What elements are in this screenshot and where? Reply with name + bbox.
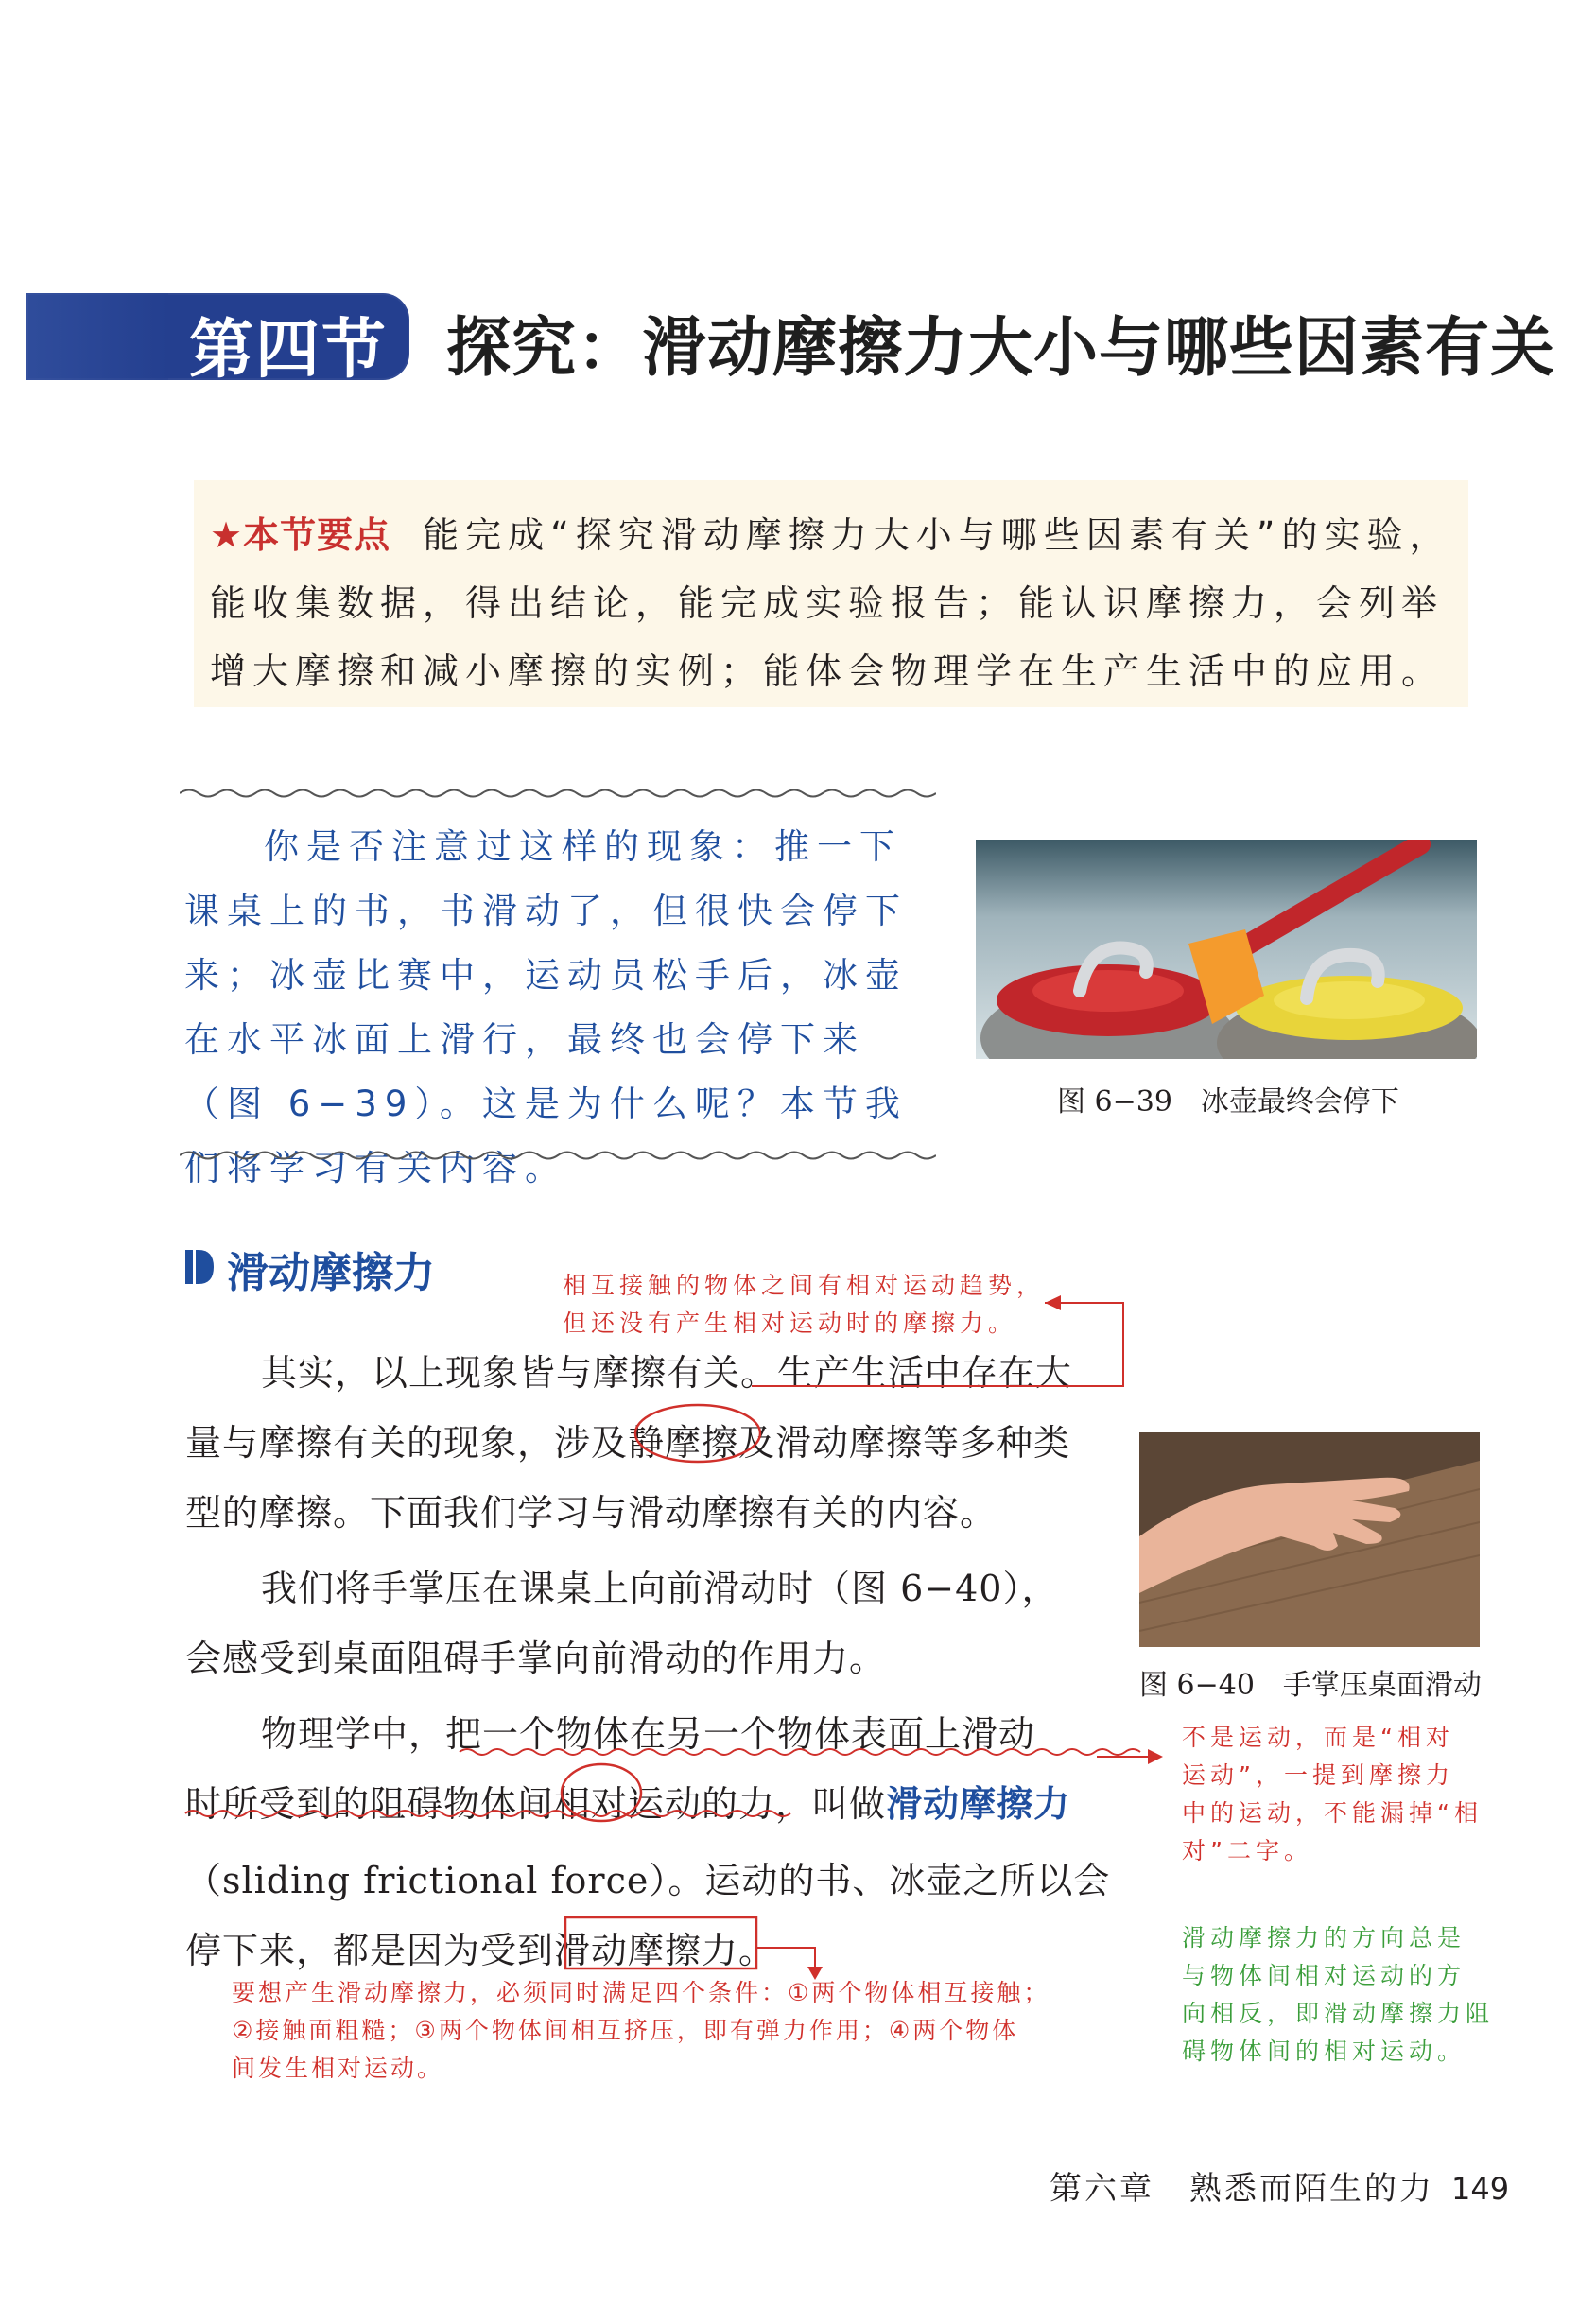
body-span: 及滑动摩擦等多种类 xyxy=(738,1422,1071,1464)
figure-caption-6-39: 图 6−39 冰壶最终会停下 xyxy=(1057,1085,1399,1119)
annotation-line: 对”二字。 xyxy=(1182,1837,1312,1864)
body-line: 我们将手掌压在课桌上向前滑动时（图 6−40）， xyxy=(261,1568,1059,1609)
key-points-body: 能完成“探究滑动摩擦力大小与哪些因素有关”的实验，能收集数据，得出结论，能完成实验报告；能认识摩擦力，会列举增大摩擦和减小摩擦的实例；能体会物理学在生产生活中的应用。 xyxy=(210,514,1452,692)
subsection-heading: 滑动摩擦力 xyxy=(227,1249,435,1297)
underlined-definition: 运动的力 xyxy=(628,1783,776,1825)
annotation-line: 要想产生滑动摩擦力，必须同时满足四个条件：①两个物体相互接触； xyxy=(232,1979,1050,2006)
annotation-line: 中的运动，不能漏掉“相 xyxy=(1182,1799,1483,1827)
annotation-line: 间发生相对运动。 xyxy=(232,2055,444,2082)
page-number: 149 xyxy=(1451,2171,1510,2207)
annotation-direction xyxy=(1182,1919,1494,2071)
body-line: 其实，以上现象皆与摩擦有关。生产生活中存在大 xyxy=(261,1352,1073,1394)
body-span: ，叫做 xyxy=(775,1783,887,1825)
body-line: 会感受到桌面阻碍手掌向前滑动的作用力。 xyxy=(185,1638,887,1679)
figure-caption-6-40: 图 6−40 手掌压桌面滑动 xyxy=(1139,1669,1482,1702)
boxed-sliding-friction: 滑动摩擦力 xyxy=(554,1930,739,1971)
annotation-relative-motion xyxy=(1182,1719,1483,1870)
annotation-line: 运动”，一提到摩擦力 xyxy=(1182,1761,1454,1789)
term-sliding-friction: 滑动摩擦力 xyxy=(886,1782,1071,1825)
page-footer xyxy=(1050,2162,1509,2209)
body-span: 物理学中， xyxy=(261,1713,446,1755)
body-span: 量与摩擦有关的现象，涉及 xyxy=(185,1422,629,1464)
section-number: 第四节 xyxy=(189,312,389,388)
annotation-line: 向相反，即滑动摩擦力阻 xyxy=(1182,2000,1495,2027)
annotation-line: 但还没有产生相对运动时的摩擦力。 xyxy=(563,1309,1017,1337)
circled-static-friction: 静摩擦 xyxy=(628,1422,739,1464)
annotation-line: 滑动摩擦力的方向总是 xyxy=(1182,1924,1466,1951)
hand-on-desk-photo xyxy=(1139,1432,1480,1647)
annotation-line: 不是运动，而是“相对 xyxy=(1182,1724,1454,1751)
annotation-line: 与物体间相对运动的方 xyxy=(1182,1962,1466,1989)
annotation-conditions xyxy=(232,1974,1050,2088)
key-points-label: ★本节要点 xyxy=(210,514,391,556)
intro-paragraph: 你是否注意过这样的现象：推一下课桌上的书，书滑动了，但很快会停下来；冰壶比赛中，运动员松手后，冰壶在水平冰面上滑行，最终也会停下来（图 6−39）。这是为什么呢？本节我们将学习有关内容。 xyxy=(184,826,908,1188)
annotation-line: ②接触面粗糙；③两个物体间相互挤压，即有弹力作用；④两个物体 xyxy=(232,2017,1019,2044)
body-span: 停下来，都是因为受到 xyxy=(185,1930,555,1971)
underlined-definition: 把一个物体在另一个物体表面上滑动 xyxy=(445,1713,1036,1755)
body-span: 。 xyxy=(738,1930,776,1971)
body-line: 型的摩擦。下面我们学习与滑动摩擦有关的内容。 xyxy=(185,1492,998,1534)
annotation-line: 碍物体间的相对运动。 xyxy=(1182,2038,1466,2065)
underlined-definition: 时所受到的阻碍物体间 xyxy=(185,1783,555,1825)
hand-illustration xyxy=(1139,1432,1480,1647)
chapter-title: 第六章 熟悉而陌生的力 xyxy=(1050,2170,1434,2208)
annotation-line: 相互接触的物体之间有相对运动趋势， xyxy=(563,1272,1046,1299)
circled-relative: 相对 xyxy=(554,1783,629,1825)
page-title: 探究：滑动摩擦力大小与哪些因素有关 xyxy=(446,310,1556,386)
body-line: （sliding frictional force）。运动的书、冰壶之所以会 xyxy=(185,1860,1111,1901)
